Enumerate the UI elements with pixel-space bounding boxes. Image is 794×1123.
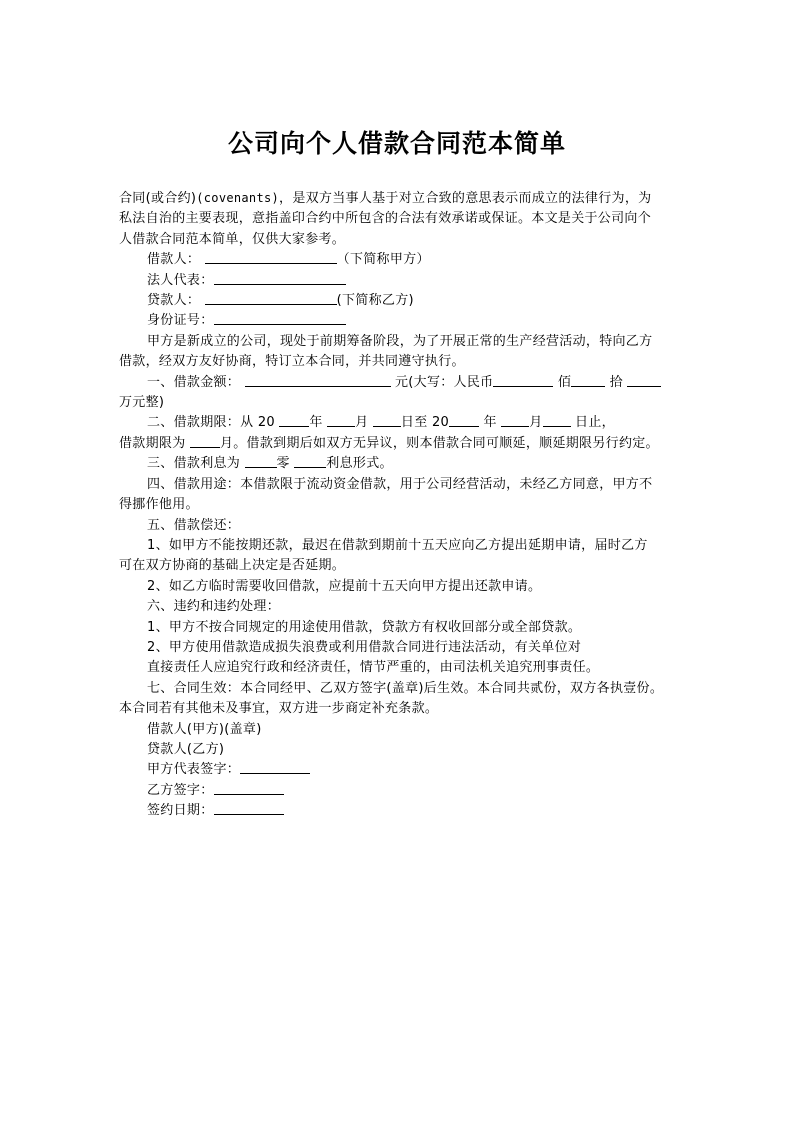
id-blank[interactable] (214, 311, 346, 325)
intro-line-1 (119, 188, 677, 209)
clause6-item1: 1、甲方不按合同规定的用途使用借款，贷款方有权收回部分或全部贷款。 (147, 619, 582, 635)
signature-b-line (119, 781, 677, 801)
signature-lender: 借款人(甲方)(盖章) (147, 721, 262, 737)
clause2-term-text: 月。借款到期后如双方无异议，则本借款合同可顺延，顺延期限另行约定。 (219, 435, 659, 451)
clause2-label: 二、借款期限：从 20 (147, 415, 275, 431)
clause7-line-2: 本合同若有其他未及事宜，双方进一步商定补充条款。 (119, 701, 439, 717)
clause2-year: 年 (309, 415, 323, 431)
clause2-month: 月 (355, 415, 369, 431)
clause6-item2-line-1: 2、甲方使用借款造成损失浪费或利用借款合同进行违法活动，有关单位对 (147, 639, 582, 655)
amount-wan-blank[interactable] (493, 373, 553, 387)
legal-rep-label: 法人代表： (147, 272, 214, 288)
start-year-blank[interactable] (279, 413, 309, 427)
signature-borrower: 贷款人(乙方) (147, 741, 225, 757)
legal-rep-line (119, 271, 677, 291)
end-day-blank[interactable] (543, 413, 571, 427)
date-blank[interactable] (214, 801, 284, 815)
clause4-line-2: 得挪作他用。 (119, 497, 199, 513)
background-line-1: 甲方是新成立的公司，现处于前期筹备阶段，为了开展正常的生产经营活动，特向乙方 (147, 333, 653, 349)
signature-rep-line (119, 760, 677, 780)
clause5-item1-line-2: 可在双方协商的基础上决定是否延期。 (119, 558, 346, 574)
clause2-term-label: 借款期限为 (119, 435, 186, 451)
end-month-blank[interactable] (501, 413, 529, 427)
borrower-line (119, 291, 677, 311)
rep-sign-label: 甲方代表签字： (147, 762, 241, 778)
lender-label: 借款人： (147, 252, 201, 268)
intro-term: (covenants) (196, 191, 280, 205)
clause5-item2: 2、如乙方临时需要收回借款，应提前十五天向甲方提出还款申请。 (147, 578, 542, 594)
clause6-heading: 六、违约和违约处理： (147, 599, 281, 615)
clause5-item1-line-1: 1、如甲方不能按期还款，最迟在借款到期前十五天应向乙方提出延期申请，届时乙方 (147, 537, 648, 553)
id-label: 身份证号： (147, 313, 214, 329)
end-year-blank[interactable] (449, 413, 479, 427)
date-label: 签约日期： (147, 803, 214, 819)
id-line (119, 311, 677, 331)
clause2-month2: 月 (529, 415, 543, 431)
clause1-yuan: 元(大写：人民币 (394, 374, 494, 390)
clause1-line (119, 373, 677, 393)
clause1-wrap: 万元整) (119, 395, 165, 411)
lender-suffix: （下简称甲方） (336, 252, 430, 268)
clause2-line-1 (119, 413, 677, 433)
interest-blank-2[interactable] (294, 454, 326, 468)
background-line-2: 借款，经双方友好协商，特订立本合同，并共同遵守执行。 (119, 354, 465, 370)
document-body (119, 188, 677, 822)
clause5-heading: 五、借款偿还： (147, 517, 241, 533)
clause3-label: 三、借款利息为 (147, 456, 241, 472)
clause2-until: 日止， (575, 415, 615, 431)
start-day-blank[interactable] (373, 413, 401, 427)
borrower-blank[interactable] (205, 291, 337, 305)
clause3-form: 利息形式。 (326, 456, 393, 472)
clause6-item2-line-2: 直接责任人应追究行政和经济责任，情节严重的，由司法机关追究刑事责任。 (147, 660, 600, 676)
interest-blank-1[interactable] (245, 454, 277, 468)
b-sign-label: 乙方签字： (147, 782, 214, 798)
amount-shi-blank[interactable] (627, 373, 661, 387)
clause3-line (119, 454, 677, 474)
clause2-line-2 (119, 434, 677, 454)
clause7-line-1: 七、合同生效：本合同经甲、乙双方签字(盖章)后生效。本合同共贰份，双方各执壹份。 (147, 680, 664, 696)
clause3-ling: 零 (276, 456, 290, 472)
intro-line-3: 人借款合同范本简单，仅供大家参考。 (119, 231, 346, 247)
lender-blank[interactable] (205, 250, 337, 264)
amount-bai-blank[interactable] (571, 373, 605, 387)
clause1-shi: 拾 (609, 374, 623, 390)
intro-text: ，是双方当事人基于对立合致的意思表示而成立的法律行为，为 (279, 191, 652, 206)
clause2-to: 日至 20 (400, 415, 450, 431)
clause2-year2: 年 (483, 415, 497, 431)
intro-text: 合同(或合约) (119, 191, 197, 206)
term-months-blank[interactable] (190, 434, 220, 448)
clause4-line-1: 四、借款用途：本借款限于流动资金借款，用于公司经营活动，未经乙方同意，甲方不 (147, 476, 653, 492)
start-month-blank[interactable] (327, 413, 355, 427)
clause1-bai: 佰 (557, 374, 572, 390)
clause1-label: 一、借款金额： (147, 374, 241, 390)
legal-rep-blank[interactable] (214, 271, 346, 285)
b-sign-blank[interactable] (214, 781, 284, 795)
signature-date-line (119, 801, 677, 821)
borrower-suffix: (下简称乙方) (336, 293, 414, 309)
rep-sign-blank[interactable] (240, 760, 310, 774)
amount-blank[interactable] (245, 373, 391, 387)
intro-line-2: 私法自治的主要表现，意指盖印合约中所包含的合法有效承诺或保证。本文是关于公司向个 (119, 211, 652, 227)
lender-line (119, 250, 677, 270)
borrower-label: 贷款人： (147, 293, 201, 309)
document-title: 公司向个人借款合同范本简单 (227, 129, 566, 158)
